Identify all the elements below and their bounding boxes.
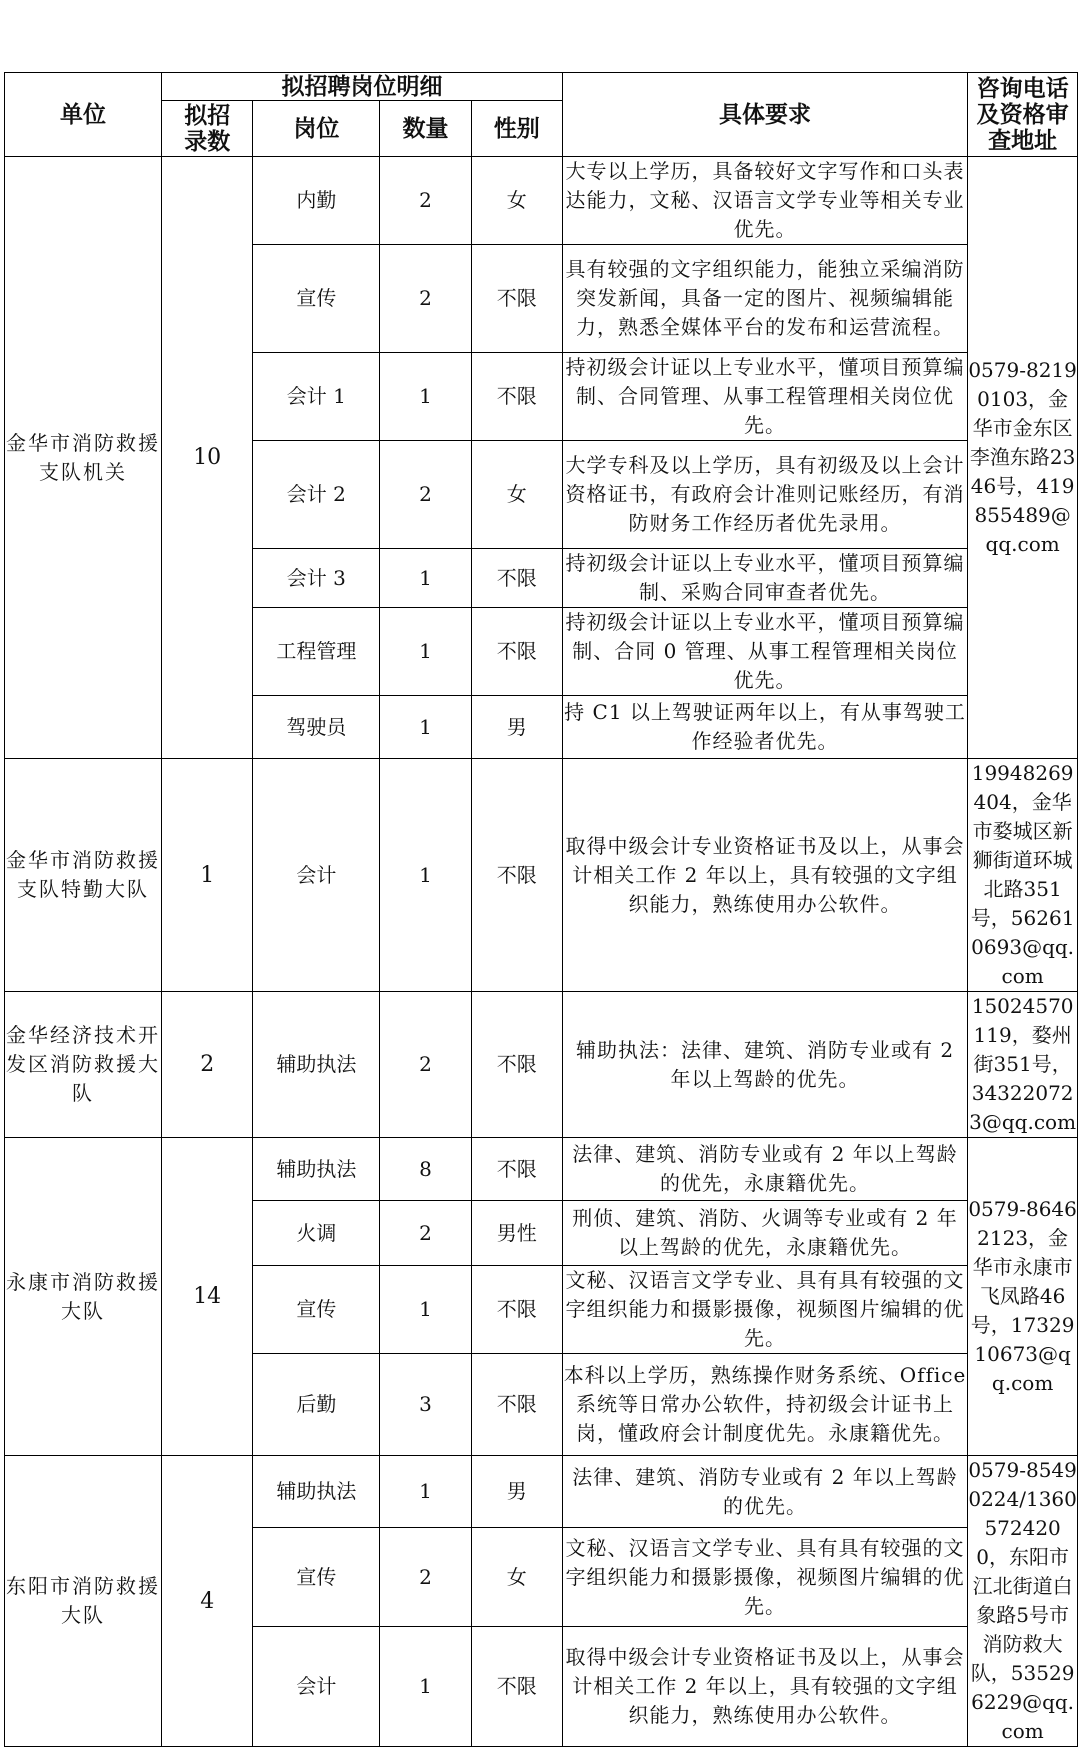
post-name: 工程管理 <box>253 608 380 696</box>
post-requirements: 辅助执法：法律、建筑、消防专业或有 2 年以上驾龄的优先。 <box>562 992 967 1138</box>
post-quantity: 8 <box>380 1138 471 1201</box>
post-gender: 男 <box>471 1456 562 1528</box>
contact-info: 15024570119，婺州街351号，343220723@qq.com <box>968 992 1078 1138</box>
post-quantity: 2 <box>380 1528 471 1626</box>
post-gender: 不限 <box>471 992 562 1138</box>
table-row <box>5 157 1078 245</box>
post-gender: 不限 <box>471 245 562 353</box>
post-gender: 不限 <box>471 353 562 441</box>
post-name: 辅助执法 <box>253 1456 380 1528</box>
header-contact: 咨询电话及资格审查地址 <box>968 73 1078 157</box>
post-requirements: 刑侦、建筑、消防、火调等专业或有 2 年以上驾龄的优先，永康籍优先。 <box>562 1201 967 1266</box>
post-requirements: 具有较强的文字组织能力，能独立采编消防突发新闻，具备一定的图片、视频编辑能力，熟悉全媒体平台的发布和运营流程。 <box>562 245 967 353</box>
post-quantity: 1 <box>380 1456 471 1528</box>
header-post: 岗位 <box>253 101 380 157</box>
post-name: 宣传 <box>253 1266 380 1354</box>
post-quantity: 2 <box>380 157 471 245</box>
post-requirements: 法律、建筑、消防专业或有 2 年以上驾龄的优先。 <box>562 1456 967 1528</box>
post-requirements: 持 C1 以上驾驶证两年以上，有从事驾驶工作经验者优先。 <box>562 696 967 759</box>
header-count: 拟招录数 <box>162 101 253 157</box>
post-gender: 不限 <box>471 1354 562 1456</box>
post-gender: 不限 <box>471 1138 562 1201</box>
post-requirements: 取得中级会计专业资格证书及以上，从事会计相关工作 2 年以上，具有较强的文字组织能力，熟练使用办公软件。 <box>562 1626 967 1746</box>
post-quantity: 1 <box>380 1266 471 1354</box>
table-header <box>5 73 1078 157</box>
post-name: 会计 <box>253 1626 380 1746</box>
post-requirements: 大学专科及以上学历，具有初级及以上会计资格证书，有政府会计准则记账经历，有消防财务工作经历者优先录用。 <box>562 441 967 549</box>
table-row <box>5 1138 1078 1201</box>
recruit-count: 4 <box>162 1456 253 1747</box>
post-quantity: 1 <box>380 759 471 992</box>
post-name: 辅助执法 <box>253 992 380 1138</box>
unit-name: 永康市消防救援大队 <box>5 1138 162 1456</box>
table-body <box>5 157 1078 1747</box>
post-gender: 女 <box>471 157 562 245</box>
post-quantity: 1 <box>380 608 471 696</box>
post-gender: 女 <box>471 1528 562 1626</box>
post-gender: 男性 <box>471 1201 562 1266</box>
unit-name: 金华经济技术开发区消防救援大队 <box>5 992 162 1138</box>
post-quantity: 2 <box>380 441 471 549</box>
post-quantity: 1 <box>380 353 471 441</box>
post-name: 后勤 <box>253 1354 380 1456</box>
header-quantity: 数量 <box>380 101 471 157</box>
post-name: 火调 <box>253 1201 380 1266</box>
post-gender: 不限 <box>471 1266 562 1354</box>
post-requirements: 持初级会计证以上专业水平，懂项目预算编制、采购合同审查者优先。 <box>562 549 967 608</box>
post-requirements: 文秘、汉语言文学专业、具有具有较强的文字组织能力和摄影摄像，视频图片编辑的优先。 <box>562 1528 967 1626</box>
post-gender: 男 <box>471 696 562 759</box>
table-row <box>5 992 1078 1138</box>
contact-info: 19948269404，金华市婺城区新狮街道环城北路351号，562610693@qq.com <box>968 759 1078 992</box>
post-gender: 不限 <box>471 1626 562 1746</box>
header-gender: 性别 <box>471 101 562 157</box>
contact-info: 0579-82190103，金华市金东区李渔东路2346号，419855489@qq.com <box>968 157 1078 759</box>
post-name: 驾驶员 <box>253 696 380 759</box>
unit-name: 金华市消防救援支队特勤大队 <box>5 759 162 992</box>
post-requirements: 法律、建筑、消防专业或有 2 年以上驾龄的优先，永康籍优先。 <box>562 1138 967 1201</box>
post-name: 内勤 <box>253 157 380 245</box>
recruit-count: 1 <box>162 759 253 992</box>
post-requirements: 文秘、汉语言文学专业、具有具有较强的文字组织能力和摄影摄像，视频图片编辑的优先。 <box>562 1266 967 1354</box>
post-name: 会计 <box>253 759 380 992</box>
post-name: 宣传 <box>253 245 380 353</box>
contact-info: 0579-86462123，金华市永康市飞凤路46号，1732910673@qq.com <box>968 1138 1078 1456</box>
post-requirements: 取得中级会计专业资格证书及以上，从事会计相关工作 2 年以上，具有较强的文字组织能力，熟练使用办公软件。 <box>562 759 967 992</box>
recruit-count: 10 <box>162 157 253 759</box>
post-quantity: 1 <box>380 696 471 759</box>
post-gender: 不限 <box>471 549 562 608</box>
post-requirements: 持初级会计证以上专业水平，懂项目预算编制、合同管理、从事工程管理相关岗位优先。 <box>562 353 967 441</box>
post-name: 会计 3 <box>253 549 380 608</box>
post-quantity: 1 <box>380 1626 471 1746</box>
recruitment-table <box>4 72 1078 1747</box>
post-requirements: 大专以上学历，具备较好文字写作和口头表达能力，文秘、汉语言文学专业等相关专业优先。 <box>562 157 967 245</box>
header-unit: 单位 <box>5 73 162 157</box>
post-gender: 不限 <box>471 759 562 992</box>
unit-name: 东阳市消防救援大队 <box>5 1456 162 1747</box>
post-name: 会计 1 <box>253 353 380 441</box>
recruit-count: 14 <box>162 1138 253 1456</box>
unit-name: 金华市消防救援支队机关 <box>5 157 162 759</box>
post-quantity: 3 <box>380 1354 471 1456</box>
post-name: 辅助执法 <box>253 1138 380 1201</box>
post-quantity: 2 <box>380 1201 471 1266</box>
post-name: 宣传 <box>253 1528 380 1626</box>
post-gender: 不限 <box>471 608 562 696</box>
header-detail: 拟招聘岗位明细 <box>162 73 563 101</box>
post-quantity: 2 <box>380 992 471 1138</box>
header-requirements: 具体要求 <box>562 73 967 157</box>
post-requirements: 本科以上学历，熟练操作财务系统、Office 系统等日常办公软件，持初级会计证书上岗，懂政府会计制度优先。永康籍优先。 <box>562 1354 967 1456</box>
post-quantity: 1 <box>380 549 471 608</box>
post-name: 会计 2 <box>253 441 380 549</box>
post-quantity: 2 <box>380 245 471 353</box>
post-requirements: 持初级会计证以上专业水平，懂项目预算编制、合同 0 管理、从事工程管理相关岗位优先。 <box>562 608 967 696</box>
contact-info: 0579-85490224/13605724200，东阳市江北街道白象路5号市消防救大队，535296229@qq.com <box>968 1456 1078 1747</box>
table-row <box>5 759 1078 992</box>
table-row <box>5 1456 1078 1528</box>
post-gender: 女 <box>471 441 562 549</box>
recruit-count: 2 <box>162 992 253 1138</box>
